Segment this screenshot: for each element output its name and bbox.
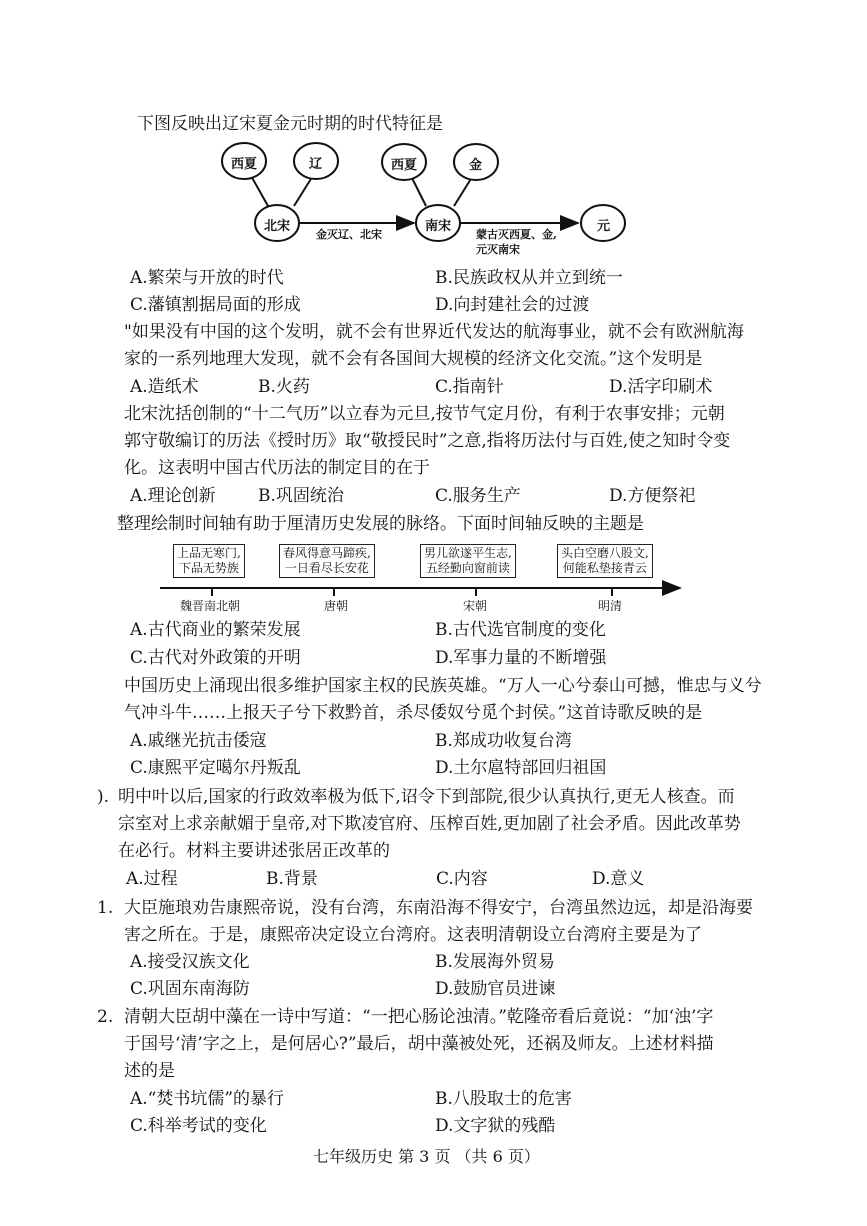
question-number: 2. bbox=[97, 1007, 114, 1027]
arrow-label-mongol-conquest-1: 蒙古灭西夏、金, bbox=[476, 228, 557, 241]
timeline-era-1: 魏晋南北朝 bbox=[180, 599, 241, 613]
option-c[interactable]: C.藩镇割据局面的形成 bbox=[130, 295, 301, 315]
timeline-box-1 bbox=[173, 544, 245, 578]
question-stem-line: 述的是 bbox=[124, 1061, 175, 1081]
option-d[interactable]: D.土尔扈特部回归祖国 bbox=[435, 758, 607, 778]
node-beisong: 北宋 bbox=[264, 219, 291, 234]
node-jin: 金 bbox=[469, 158, 483, 173]
option-a[interactable]: A.造纸术 bbox=[130, 377, 199, 397]
question-stem: 下图反映出辽宋夏金元时期的时代特征是 bbox=[137, 114, 443, 134]
question-stem-line: 于国号‘清’字之上，是何居心?”最后，胡中藻被处死，还祸及师友。上述材料描 bbox=[124, 1034, 714, 1054]
option-a[interactable]: A.古代商业的繁荣发展 bbox=[130, 620, 301, 640]
option-b[interactable]: B.发展海外贸易 bbox=[435, 952, 555, 972]
option-a[interactable]: A.理论创新 bbox=[130, 486, 216, 506]
option-a[interactable]: A.接受汉族文化 bbox=[130, 952, 250, 972]
node-nansong: 南宋 bbox=[425, 219, 452, 234]
timeline-box-line: 一日看尽长安花 bbox=[284, 561, 369, 575]
option-d[interactable]: D.文字狱的残酷 bbox=[435, 1116, 556, 1136]
timeline-box-line: 男儿欲遂平生志, bbox=[424, 546, 512, 560]
question-stem-line: 气冲斗牛……上报天子兮下救黔首，杀尽倭奴兮觅个封侯。”这首诗歌反映的是 bbox=[124, 703, 703, 723]
arrow-label-mongol-conquest-2: 元灭南宋 bbox=[476, 243, 520, 256]
question-stem-line: 家的一系列地理大发现，就不会有各国间大规模的经济文化交流。”这个发明是 bbox=[124, 349, 703, 369]
option-b[interactable]: B.郑成功收复台湾 bbox=[435, 731, 572, 751]
option-d[interactable]: D.军事力量的不断增强 bbox=[435, 648, 607, 668]
arrow-label-jin-conquest: 金灭辽、北宋 bbox=[316, 228, 382, 241]
question-stem-line: "如果没有中国的这个发明，就不会有世界近代发达的航海事业，就不会有欧洲航海 bbox=[124, 322, 744, 342]
option-b[interactable]: B.八股取士的危害 bbox=[435, 1089, 572, 1109]
question-number: ). bbox=[97, 787, 110, 807]
timeline-box-line: 春风得意马蹄疾, bbox=[283, 546, 371, 560]
timeline-era-3: 宋朝 bbox=[463, 599, 488, 613]
option-d[interactable]: D.活字印刷术 bbox=[609, 377, 713, 397]
option-a[interactable]: A.繁荣与开放的时代 bbox=[130, 268, 284, 288]
page-footer: 七年级历史 第 3 页 （共 6 页） bbox=[313, 1147, 540, 1166]
timeline-era-4: 明清 bbox=[598, 599, 623, 613]
timeline-box-2 bbox=[279, 544, 375, 578]
node-liao: 辽 bbox=[309, 157, 323, 172]
question-stem-line: 化。这表明中国古代历法的制定目的在于 bbox=[124, 458, 430, 478]
option-d[interactable]: D.方便祭祀 bbox=[609, 486, 696, 506]
node-xixia-2: 西夏 bbox=[391, 158, 418, 173]
timeline-box-line: 上品无寒门, bbox=[177, 546, 241, 560]
option-d[interactable]: D.意义 bbox=[592, 869, 645, 889]
option-c[interactable]: C.指南针 bbox=[435, 377, 504, 397]
question-stem-line: 在必行。材料主要讲述张居正改革的 bbox=[118, 841, 390, 861]
question-stem-line: 清朝大臣胡中藻在一诗中写道：“一把心肠论浊清。”乾隆帝看后竟说：“加‘浊’字 bbox=[124, 1007, 714, 1027]
question-stem-line: 郭守敬编订的历法《授时历》取“敬授民时”之意,指将历法付与百姓,使之知时令变 bbox=[124, 431, 731, 451]
option-c[interactable]: C.服务生产 bbox=[435, 486, 521, 506]
option-d[interactable]: D.向封建社会的过渡 bbox=[435, 295, 590, 315]
question-stem-line: 大臣施琅劝告康熙帝说，没有台湾，东南沿海不得安宁，台湾虽然边远，却是沿海要 bbox=[124, 898, 753, 918]
timeline-box-line: 五经勤向窗前读 bbox=[425, 561, 510, 575]
option-d[interactable]: D.鼓励官员进谏 bbox=[435, 979, 556, 999]
question-stem-line: 明中叶以后,国家的行政效率极为低下,诏令下到部院,很少认真执行,更无人核查。而 bbox=[118, 787, 735, 807]
question-stem: 整理绘制时间轴有助于厘清历史发展的脉络。下面时间轴反映的主题是 bbox=[117, 514, 644, 534]
option-c[interactable]: C.古代对外政策的开明 bbox=[130, 648, 301, 668]
node-xixia-1: 西夏 bbox=[231, 157, 258, 172]
option-c[interactable]: C.巩固东南海防 bbox=[130, 979, 250, 999]
option-b[interactable]: B.背景 bbox=[266, 869, 318, 889]
question-stem-line: 北宋沈括创制的“十二气历”以立春为元旦,按节气定月份，有利于农事安排；元朝 bbox=[124, 404, 725, 424]
timeline-box-4 bbox=[557, 544, 653, 578]
timeline-box-line: 何能私垫接青云 bbox=[562, 561, 647, 575]
dynasty-diagram bbox=[220, 140, 640, 260]
question-stem-line: 害之所在。于是，康熙帝决定设立台湾府。这表明清朝设立台湾府主要是为了 bbox=[124, 925, 702, 945]
option-c[interactable]: C.内容 bbox=[436, 869, 488, 889]
option-b[interactable]: B.火药 bbox=[258, 377, 310, 397]
question-stem-line: 中国历史上涌现出很多维护国家主权的民族英雄。“万人一心兮泰山可撼，惟忠与义兮 bbox=[124, 676, 762, 696]
option-a[interactable]: A.过程 bbox=[126, 869, 178, 889]
option-a[interactable]: A.戚继光抗击倭寇 bbox=[130, 731, 267, 751]
timeline-box-3 bbox=[420, 544, 516, 578]
question-stem-line: 宗室对上求亲献媚于皇帝,对下欺凌官府、压榨百姓,更加剧了社会矛盾。因此改革势 bbox=[118, 814, 741, 834]
option-c[interactable]: C.科举考试的变化 bbox=[130, 1116, 267, 1136]
option-b[interactable]: B.古代选官制度的变化 bbox=[435, 620, 606, 640]
node-yuan: 元 bbox=[597, 219, 611, 234]
timeline-box-line: 头白空磨八股文, bbox=[561, 546, 649, 560]
question-number: 1. bbox=[97, 898, 114, 918]
option-b[interactable]: B.民族政权从并立到统一 bbox=[435, 268, 623, 288]
option-b[interactable]: B.巩固统治 bbox=[258, 486, 344, 506]
option-a[interactable]: A.“焚书坑儒”的暴行 bbox=[130, 1089, 285, 1109]
timeline-box-line: 下品无势族 bbox=[178, 561, 239, 575]
timeline-era-2: 唐朝 bbox=[324, 599, 349, 613]
option-c[interactable]: C.康熙平定噶尔丹叛乱 bbox=[130, 758, 301, 778]
